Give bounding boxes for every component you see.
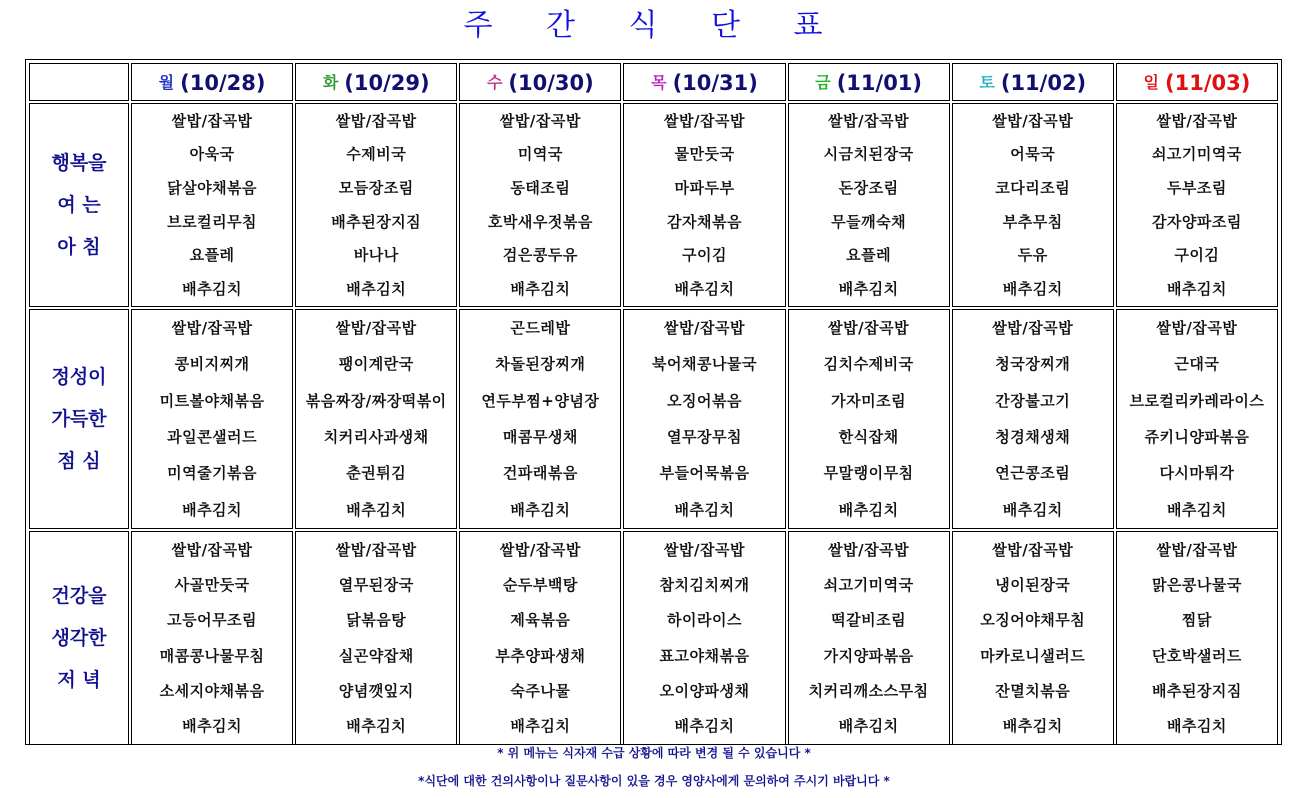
menu-cell: [952, 531, 1114, 745]
dish-item: 쌀밥/잡곡밥: [828, 111, 910, 130]
dish-item: 치커리사과생채: [323, 428, 429, 447]
dish-item: 단호박샐러드: [1151, 646, 1242, 665]
day-header-thu: [623, 63, 785, 101]
dish-item: 시금치된장국: [823, 145, 914, 164]
dish-item: 호박새우젓볶음: [487, 212, 593, 231]
dish-item: 배추김치: [1166, 717, 1227, 736]
dish-item: 청경채생채: [995, 428, 1071, 447]
dish-item: 마카로니샐러드: [980, 646, 1086, 665]
dish-item: 연근콩조림: [995, 464, 1071, 483]
dish-item: 배추김치: [674, 500, 735, 519]
day-header-mon: [131, 63, 293, 101]
dish-item: 부추무침: [1002, 212, 1063, 231]
dish-item: 볶음짜장/짜장떡볶이: [305, 391, 447, 410]
menu-cell: [788, 309, 950, 529]
dish-list: [789, 532, 949, 744]
dish-list: [1117, 532, 1277, 744]
day-header-sun: [1116, 63, 1278, 101]
dish-item: 콩비지찌개: [174, 355, 250, 374]
menu-cell: [295, 103, 457, 307]
dish-list: [624, 310, 784, 528]
dish-list: [460, 532, 620, 744]
dish-item: 닭볶음탕: [346, 611, 407, 630]
dish-item: 배추김치: [182, 500, 243, 519]
dish-item: 쇠고기미역국: [823, 575, 914, 594]
dish-item: 배추김치: [346, 717, 407, 736]
dish-item: 매콤콩나물무침: [159, 646, 265, 665]
dish-item: 오징어볶음: [667, 391, 742, 410]
dish-item: 쌀밥/잡곡밥: [335, 540, 417, 559]
day-date: (11/03): [1165, 70, 1251, 95]
breakfast-row: [29, 103, 1278, 307]
meal-label-line: 정성이: [51, 366, 107, 388]
dish-item: 열무장무침: [667, 428, 742, 447]
sat-icon: 토: [979, 72, 995, 92]
dish-list: [1117, 104, 1277, 306]
meal-label-line: 아 침: [57, 236, 101, 258]
day-header-sat: [952, 63, 1114, 101]
dish-item: 바나나: [353, 246, 399, 265]
menu-cell: [131, 103, 293, 307]
dish-item: 배추김치: [1002, 500, 1063, 519]
menu-cell: [623, 531, 785, 745]
dish-list: [132, 104, 292, 306]
dish-list: [296, 104, 456, 306]
dish-item: 쌀밥/잡곡밥: [171, 540, 253, 559]
dish-item: 배추김치: [838, 280, 899, 299]
dish-item: 배추김치: [1002, 717, 1063, 736]
dish-item: 배추김치: [674, 717, 735, 736]
dish-item: 돈장조림: [838, 179, 899, 198]
dish-item: 쌀밥/잡곡밥: [828, 319, 910, 338]
dish-item: 숙주나물: [510, 681, 571, 700]
dish-list: [296, 532, 456, 744]
dish-item: 하이라이스: [667, 611, 742, 630]
dish-item: 쌀밥/잡곡밥: [335, 319, 417, 338]
menu-cell: [131, 531, 293, 745]
dish-item: 아욱국: [189, 145, 235, 164]
dish-item: 배추김치: [346, 280, 407, 299]
day-header-tue: [295, 63, 457, 101]
dish-item: 코다리조림: [995, 179, 1071, 198]
dish-item: 오이양파생채: [659, 681, 750, 700]
menu-cell: [952, 103, 1114, 307]
dish-list: [132, 532, 292, 744]
dish-item: 배추김치: [1166, 500, 1227, 519]
dish-item: 미역국: [517, 145, 563, 164]
dish-list: [296, 310, 456, 528]
dish-list: [953, 532, 1113, 744]
dish-item: 브로컬리카레라이스: [1129, 391, 1265, 410]
dish-item: 배추김치: [182, 717, 243, 736]
menu-cell: [459, 309, 621, 529]
dish-item: 간장불고기: [995, 391, 1071, 410]
menu-cell: [1116, 309, 1278, 529]
mon-icon: 월: [158, 72, 175, 92]
dish-item: 가지양파볶음: [823, 646, 914, 665]
meal-label-line: 생각한: [51, 627, 107, 649]
dinner-row: [29, 531, 1278, 745]
menu-cell: [459, 103, 621, 307]
dish-item: 쌀밥/잡곡밥: [1156, 111, 1238, 130]
dish-item: 쌀밥/잡곡밥: [1156, 319, 1238, 338]
menu-cell: [952, 309, 1114, 529]
menu-cell: [459, 531, 621, 745]
dish-item: 감자양파조림: [1151, 212, 1242, 231]
dish-list: [953, 104, 1113, 306]
dish-item: 과일콘샐러드: [167, 428, 258, 447]
dish-item: 냉이된장국: [995, 575, 1071, 594]
day-date: (11/02): [1000, 70, 1087, 95]
dish-item: 배추김치: [510, 717, 571, 736]
tue-icon: 화: [322, 72, 339, 92]
dish-item: 미역줄기볶음: [167, 464, 258, 483]
dish-item: 쌀밥/잡곡밥: [992, 540, 1074, 559]
dish-item: 잔멸치볶음: [995, 681, 1071, 700]
dish-item: 쌀밥/잡곡밥: [992, 111, 1074, 130]
dish-item: 물만둣국: [674, 145, 735, 164]
dish-item: 미트볼야채볶음: [159, 391, 265, 410]
dish-item: 쌀밥/잡곡밥: [664, 111, 745, 130]
dish-item: 쌀밥/잡곡밥: [171, 319, 253, 338]
dish-item: 어묵국: [1010, 145, 1056, 164]
menu-cell: [295, 309, 457, 529]
dish-list: [460, 310, 620, 528]
dish-list: [132, 310, 292, 528]
dish-item: 두유: [1017, 246, 1048, 265]
dish-list: [624, 532, 784, 744]
page-title: 주 간 식 단 표: [463, 8, 845, 43]
dish-item: 검은콩두유: [502, 246, 578, 265]
dish-item: 김치수제비국: [823, 355, 914, 374]
dish-item: 배추김치: [510, 280, 571, 299]
dish-item: 배추김치: [838, 500, 899, 519]
notice-contact-dietitian: *식단에 대한 건의사항이나 질문사항이 있을 경우 영양사에게 문의하여 주시기 바랍니다 *: [418, 774, 890, 788]
dish-list: [789, 310, 949, 528]
dish-item: 배추김치: [1002, 280, 1063, 299]
dish-list: [624, 104, 784, 306]
corner-cell: [29, 63, 129, 101]
dish-item: 떡갈비조림: [831, 611, 907, 630]
notice-menu-change: * 위 메뉴는 식자재 수급 상황에 따라 변경 될 수 있습니다 *: [497, 746, 811, 760]
dish-item: 구이김: [1174, 246, 1220, 265]
dish-item: 쇠고기미역국: [1151, 145, 1242, 164]
dish-list: [789, 104, 949, 306]
dish-item: 사골만둣국: [174, 575, 250, 594]
dish-item: 마파두부: [674, 179, 735, 198]
day-date: (10/29): [344, 70, 430, 95]
lunch-row: [29, 309, 1278, 529]
dish-list: [1117, 310, 1277, 528]
dish-item: 감자채볶음: [667, 212, 742, 231]
dish-item: 춘권튀김: [346, 464, 407, 483]
dish-item: 배추김치: [346, 500, 407, 519]
dish-item: 쌀밥/잡곡밥: [664, 540, 745, 559]
sun-icon: 일: [1143, 72, 1159, 92]
dish-item: 제육볶음: [510, 611, 571, 630]
dish-item: 차돌된장찌개: [495, 355, 586, 374]
meal-label-line: 점 심: [57, 450, 101, 472]
dish-item: 쌀밥/잡곡밥: [1156, 540, 1238, 559]
dish-item: 닭살야채볶음: [167, 179, 258, 198]
dish-item: 건파래볶음: [502, 464, 578, 483]
day-date: (10/30): [508, 70, 594, 95]
dish-item: 배추된장지짐: [1151, 681, 1242, 700]
dish-item: 연두부찜+양념장: [481, 391, 600, 410]
dish-item: 배추김치: [510, 500, 571, 519]
header-row: [29, 63, 1278, 101]
dish-list: [953, 310, 1113, 528]
menu-cell: [623, 103, 785, 307]
dish-item: 쌀밥/잡곡밥: [171, 111, 253, 130]
menu-cell: [1116, 531, 1278, 745]
day-date: (11/01): [836, 70, 923, 95]
meal-label-line: 건강을: [51, 585, 107, 607]
dish-item: 매콤무생채: [502, 428, 578, 447]
thu-icon: 목: [651, 72, 667, 92]
dish-item: 구이김: [682, 246, 727, 265]
menu-cell: [788, 103, 950, 307]
dish-item: 청국장찌개: [995, 355, 1071, 374]
day-date: (10/31): [672, 70, 758, 95]
dish-item: 수제비국: [346, 145, 407, 164]
dish-item: 양념깻잎지: [338, 681, 414, 700]
dish-item: 모듬장조림: [338, 179, 414, 198]
dish-item: 배추김치: [838, 717, 899, 736]
breakfast-label: [29, 103, 129, 307]
dish-item: 쌀밥/잡곡밥: [499, 111, 581, 130]
dish-item: 가자미조림: [831, 391, 907, 410]
menu-cell: [1116, 103, 1278, 307]
dish-item: 곤드레밥: [510, 319, 571, 338]
dish-item: 배추김치: [674, 280, 735, 299]
dish-item: 쌀밥/잡곡밥: [828, 540, 910, 559]
fri-icon: 금: [815, 72, 831, 92]
menu-cell: [788, 531, 950, 745]
dish-item: 소세지야채볶음: [159, 681, 265, 700]
dish-item: 무들깨숙채: [831, 212, 907, 231]
dish-item: 부들어묵볶음: [659, 464, 750, 483]
menu-table-wrapper: [25, 59, 1282, 745]
dish-item: 맑은콩나물국: [1151, 575, 1242, 594]
dish-item: 쌀밥/잡곡밥: [499, 540, 581, 559]
dish-item: 무말랭이무침: [823, 464, 914, 483]
dish-item: 두부조림: [1166, 179, 1227, 198]
dish-item: 쌀밥/잡곡밥: [664, 319, 745, 338]
dish-item: 실곤약잡채: [338, 646, 414, 665]
day-date: (10/28): [180, 70, 266, 95]
dish-item: 배추김치: [1166, 280, 1227, 299]
dish-item: 순두부백탕: [502, 575, 578, 594]
dish-item: 한식잡채: [838, 428, 899, 447]
wed-icon: 수: [486, 72, 503, 92]
dish-item: 쌀밥/잡곡밥: [335, 111, 417, 130]
dish-item: 치커리깨소스무침: [808, 681, 929, 700]
dish-item: 북어채콩나물국: [652, 355, 757, 374]
dish-item: 근대국: [1174, 355, 1220, 374]
day-header-wed: [459, 63, 621, 101]
meal-label-line: 여 는: [57, 194, 101, 216]
day-header-fri: [788, 63, 950, 101]
dish-item: 동태조림: [510, 179, 571, 198]
dish-item: 찜닭: [1181, 611, 1212, 630]
dish-item: 쌀밥/잡곡밥: [992, 319, 1074, 338]
dish-list: [460, 104, 620, 306]
menu-cell: [623, 309, 785, 529]
dish-item: 부추양파생채: [495, 646, 586, 665]
menu-cell: [131, 309, 293, 529]
dish-item: 요플레: [189, 246, 235, 265]
menu-cell: [295, 531, 457, 745]
dish-item: 참치김치찌개: [659, 575, 750, 594]
dish-item: 열무된장국: [338, 575, 414, 594]
meal-label-line: 가득한: [51, 408, 107, 430]
dish-item: 오징어야채무침: [980, 611, 1086, 630]
dish-item: 요플레: [846, 246, 892, 265]
dish-item: 배추김치: [182, 280, 243, 299]
dish-item: 표고야채볶음: [659, 646, 750, 665]
dish-item: 쥬키니양파볶음: [1144, 428, 1250, 447]
dish-item: 팽이계란국: [338, 355, 414, 374]
weekly-menu-table: [27, 61, 1280, 747]
dish-item: 브로컬리무침: [167, 212, 258, 231]
lunch-label: [29, 309, 129, 529]
meal-label-line: 행복을: [51, 152, 107, 174]
dish-item: 고등어무조림: [167, 611, 258, 630]
meal-label-line: 저 녁: [57, 669, 101, 691]
dish-item: 배추된장지짐: [331, 212, 422, 231]
dinner-label: [29, 531, 129, 745]
dish-item: 다시마튀각: [1159, 464, 1235, 483]
